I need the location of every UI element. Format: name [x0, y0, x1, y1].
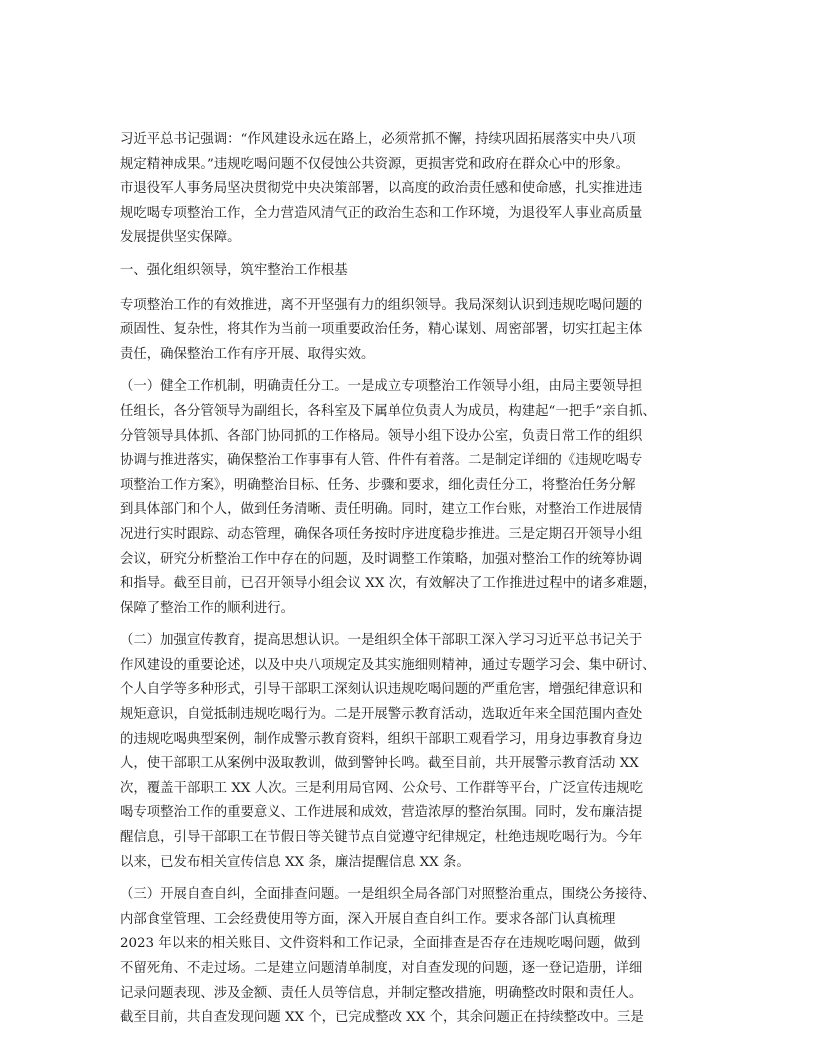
- text-line: 次，覆盖干部职工 XX 人次。三是利用局官网、公众号、工作群等平台，广泛宣传违规吃: [120, 780, 644, 796]
- text-line: （二）加强宣传教育，提高思想认识。一是组织全体干部职工深入学习习近平总书记关于: [120, 633, 643, 649]
- text-line: 会议，研究分析整治工作中存在的问题，及时调整工作策略，加强对整治工作的统筹协调: [120, 551, 643, 567]
- text-line: 责任，确保整治工作有序开展、取得实效。: [120, 346, 375, 362]
- section-heading: [120, 259, 696, 284]
- text-line: 规吃喝专项整治工作，全力营造风清气正的政治生态和工作环境，为退役军人事业高质量: [120, 205, 643, 221]
- section-intro-paragraph: [120, 294, 696, 368]
- text-line: 喝专项整治工作的重要意义、工作进展和成效，营造浓厚的整治氛围。同时，发布廉洁提: [120, 805, 643, 821]
- text-line: 市退役军人事务局坚决贯彻党中央决策部署，以高度的政治责任感和使命感，扎实推进违: [120, 181, 643, 197]
- text-line: 分管领导具体抓、各部门协同抓的工作格局。领导小组下设办公室，负责日常工作的组织: [120, 428, 643, 444]
- text-line: 内部食堂管理、工会经费使用等方面，深入开展自查自纠工作。要求各部门认真梳理: [120, 911, 616, 927]
- text-line: 2023 年以来的相关账目、文件资料和工作记录，全面排查是否存在违规吃喝问题，做到: [120, 936, 641, 952]
- text-line: 记录问题表现、涉及金额、责任人员等信息，并制定整改措施，明确整改时限和责任人。: [120, 985, 643, 1001]
- text-line: 规定精神成果。”违规吃喝问题不仅侵蚀公共资源，更损害党和政府在群众心中的形象。: [120, 156, 629, 172]
- text-line: 个人自学等多种形式，引导干部职工深刻认识违规吃喝问题的严重危害，增强纪律意识和: [120, 682, 643, 698]
- text-line: 顽固性、复杂性，将其作为当前一项重要政治任务，精心谋划、周密部署，切实扛起主体: [120, 322, 643, 338]
- text-line: 任组长，各分管领导为副组长，各科室及下属单位负责人为成员，构建起“一把手”亲自抓、: [120, 403, 656, 419]
- text-line: 醒信息，引导干部职工在节假日等关键节点自觉遵守纪律规定，杜绝违规吃喝行为。今年: [120, 830, 643, 846]
- text-line: 况进行实时跟踪、动态管理，确保各项任务按时序进度稳步推进。三是定期召开领导小组: [120, 526, 643, 542]
- text-line: （三）开展自查自纠，全面排查问题。一是组织全局各部门对照整治重点，围绕公务接待、: [120, 887, 656, 903]
- item-1-paragraph: [120, 375, 696, 621]
- text-line: 以来，已发布相关宣传信息 XX 条，廉洁提醒信息 XX 条。: [120, 854, 470, 870]
- text-line: （一）健全工作机制，明确责任分工。一是成立专项整治工作领导小组，由局主要领导担: [120, 379, 643, 395]
- text-line: 规矩意识，自觉抵制违规吃喝行为。二是开展警示教育活动，选取近年来全国范围内查处: [120, 707, 643, 723]
- text-line: 到具体部门和个人，做到任务清晰、责任明确。同时，建立工作台账，对整治工作进展情: [120, 502, 643, 518]
- text-line: 项整治工作方案》，明确整治目标、任务、步骤和要求，细化责任分工，将整治任务分解: [120, 477, 636, 493]
- text-line: 协调与推进落实，确保整治工作事事有人管、件件有着落。二是制定详细的《违规吃喝专: [120, 453, 643, 469]
- item-3-paragraph: [120, 883, 696, 1031]
- text-line: 和指导。截至目前，已召开领导小组会议 XX 次，有效解决了工作推进过程中的诸多难题，: [120, 576, 657, 592]
- document-page: [120, 128, 696, 1039]
- intro-paragraph: [120, 128, 696, 251]
- item-2-paragraph: [120, 629, 696, 875]
- text-line: 不留死角、不走过场。二是建立问题清单制度，对自查发现的问题，逐一登记造册，详细: [120, 961, 643, 976]
- text-line: 专项整治工作的有效推进，离不开坚强有力的组织领导。我局深刻认识到违规吃喝问题的: [120, 297, 643, 313]
- text-line: 的违规吃喝典型案例，制作成警示教育资料，组织干部职工观看学习，用身边事教育身边: [120, 731, 643, 747]
- text-line: 人，使干部职工从案例中汲取教训，做到警钟长鸣。截至目前，共开展警示教育活动 XX: [120, 756, 639, 772]
- text-line: 保障了整治工作的顺利进行。: [120, 600, 295, 616]
- text-line: 发展提供坚实保障。: [120, 230, 241, 246]
- text-line: 截至目前，共自查发现问题 XX 个，已完成整改 XX 个，其余问题正在持续整改中。三是: [120, 1010, 644, 1026]
- text-line: 作风建设的重要论述，以及中央八项规定及其实施细则精神，通过专题学习会、集中研讨、: [120, 657, 656, 673]
- section-heading-text: 一、强化组织领导，筑牢整治工作根基: [120, 262, 348, 278]
- text-line: 习近平总书记强调：“作风建设永远在路上，必须常抓不懈，持续巩固拓展落实中央八项: [120, 132, 636, 147]
